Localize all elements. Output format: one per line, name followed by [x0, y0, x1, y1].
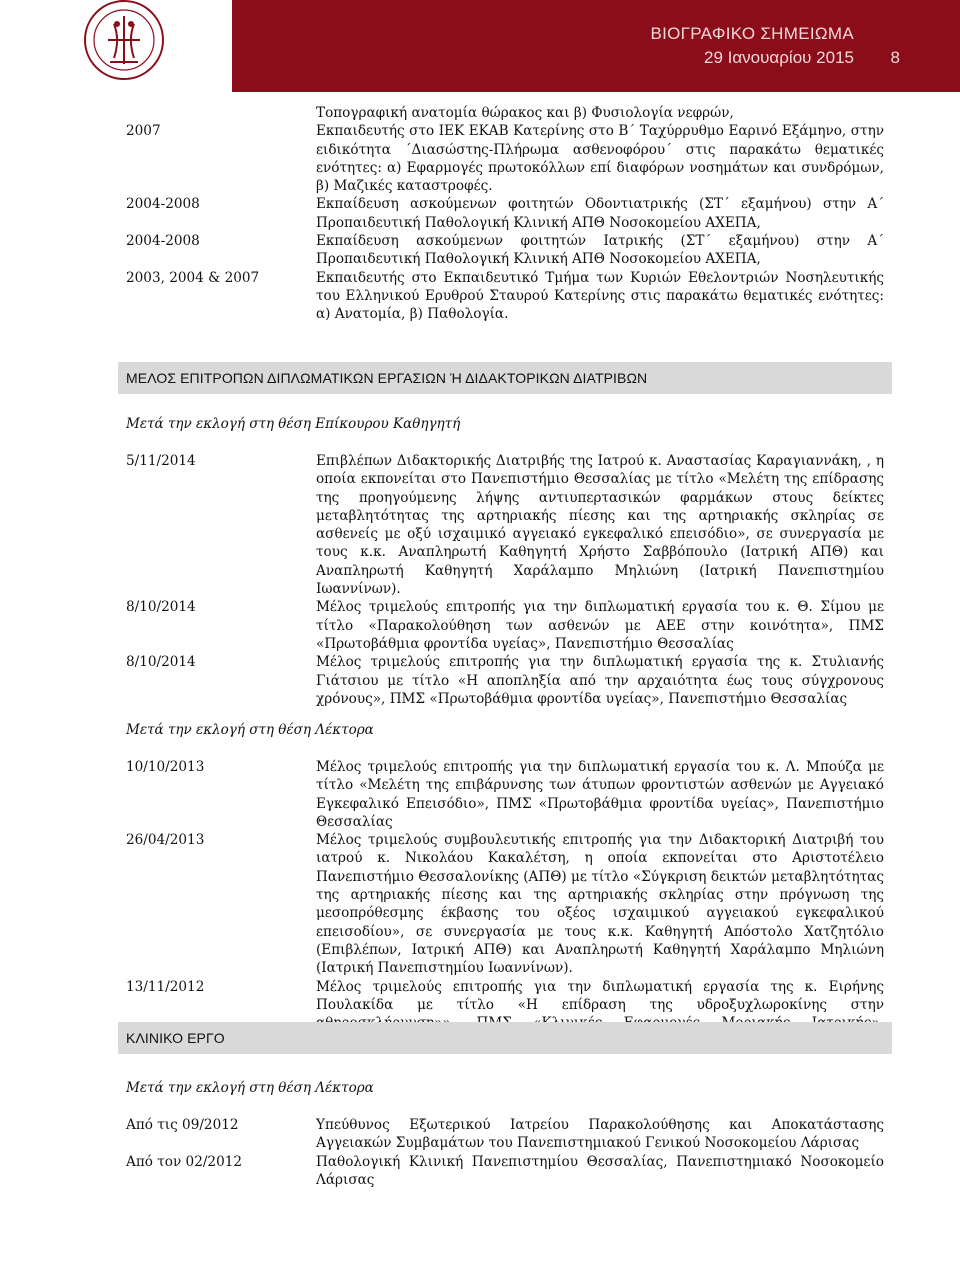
item-date: 2004-2008	[126, 196, 200, 213]
list-item	[126, 232, 884, 269]
item-text: Μέλος τριμελούς επιτροπής για την διπλωματική εργασία της κ. Ειρήνης Πουλακίδα με τίτλο «Η επίδραση της υδροξυχλωροκίνης στην	[316, 978, 884, 1013]
list-item	[126, 831, 884, 977]
list-item	[126, 195, 884, 232]
list-item	[126, 598, 884, 653]
subheading-lecturer: Μετά την εκλογή στη θέση Λέκτορα	[126, 722, 374, 738]
university-seal-icon	[84, 0, 164, 80]
clinical-list	[126, 1116, 884, 1189]
item-date: 8/10/2014	[126, 654, 196, 671]
section-title: ΚΛΙΝΙΚΟ ΕΡΓΟ	[126, 1030, 225, 1046]
subheading-clinical-lecturer: Μετά την εκλογή στη θέση Λέκτορα	[126, 1080, 374, 1096]
item-text: Επιβλέπων Διδακτορικής Διατριβής της Ιατρού κ. Αναστασίας Καραγιαννάκη, , η οποία εκπονείται στο Πανεπιστήμιο Θεσσαλίας με τίτλο «Μελέτη της επίδρασης της προηγούμενης λήψης αντιυπερτασικών φαρμάκων στους δείκτες μεταβλητότητας της αρτηριακής πίεσης και της αρτηριακής σκληρίας σε ασθενείς με οξύ ισχαιμικό αγγειακό εγκεφαλικό επεισόδιο», σε συνεργασία με τους κ.κ. Αναπληρωτή Καθηγητή Χρήστο Σαββόπουλο (Ιατρική ΑΠΘ) και Αναπληρωτή Καθηγητή Χαράλαμπο Μηλιώνη (Ιατρική Πανεπιστημίου Ιωαννίνων).	[316, 453, 884, 598]
item-date: 2007	[126, 123, 161, 140]
section-header-clinical	[118, 1022, 892, 1054]
list-item	[126, 269, 884, 324]
item-text: Μέλος τριμελούς επιτροπής για την διπλωματική εργασία του κ. Θ. Σίμου με τίτλο «Παρακολούθηση των ασθενών με ΑΕΕ στην κοινότητα», ΠΜΣ «Πρωτοβάθμια φροντίδα υγείας», Πανεπιστήμιο Θεσσαλίας	[316, 599, 884, 652]
item-text: Εκπαίδευση ασκούμενων φοιτητών Οδοντιατρικής (ΣΤ΄ εξαμήνου) στην Α΄ Προπαιδευτική Παθολογική Κλινική ΑΠΘ Νοσοκομείου ΑΧΕΠΑ,	[316, 196, 884, 231]
item-date: 8/10/2014	[126, 599, 196, 616]
item-date: 13/11/2012	[126, 978, 205, 995]
item-text: Μέλος τριμελούς επιτροπής για την διπλωματική εργασία της κ. Στυλιανής Γιάτσιου με τίτλο «Η αποπληξία από την αρχαιότητα έως τους σύγχρονους χρόνους», ΠΜΣ «Πρωτοβάθμια φροντίδα υγείας», Πανεπιστήμιο Θεσσαλίας	[316, 654, 884, 707]
document-title: ΒΙΟΓΡΑΦΙΚΟ ΣΗΜΕΙΩΜΑ	[650, 24, 854, 43]
header-stripe	[232, 0, 960, 92]
list-item	[126, 1153, 884, 1190]
subheading-assistant-professor: Μετά την εκλογή στη θέση Επίκουρου Καθηγητή	[126, 416, 461, 432]
item-text: Εκπαίδευση ασκούμενων φοιτητών Ιατρικής (ΣΤ΄ εξαμήνου) στην Α΄ Προπαιδευτική Παθολογική Κλινική ΑΠΘ Νοσοκομείου ΑΧΕΠΑ,	[316, 233, 884, 268]
page-header	[0, 0, 960, 92]
item-text: Μέλος τριμελούς επιτροπής για την διπλωματική εργασία του κ. Λ. Μπούζα με τίτλο «Μελέτη της επιβάρυνσης των άτυπων φροντιστών ασθενών με Αγγειακό Εγκεφαλικό Επεισόδιο», ΠΜΣ «Πρωτοβάθμια φροντίδα υγείας», Πανεπιστήμιο Θεσσαλίας	[316, 759, 884, 830]
item-date: 2003, 2004 & 2007	[126, 269, 260, 286]
committee-list-1	[126, 452, 884, 708]
item-date: 2004-2008	[126, 233, 200, 250]
item-text: Εκπαιδευτής στο ΙΕΚ ΕΚΑΒ Κατερίνης στο Β΄ Ταχύρρυθμο Εαρινό Εξάμηνο, στην ειδικότητα ΄Διασώστης-Πλήρωμα ασθενοφόρου΄ στις παρακάτω θεματικές ενότητες: α) Εφαρμογές πρωτοκόλλων επί διαφόρων νοσημάτων και συνδρόμων, β) Μαζικές καταστροφές.	[316, 123, 884, 195]
teaching-list	[126, 104, 884, 324]
list-item	[126, 452, 884, 598]
section-header-committees	[118, 362, 892, 394]
page-number: 8	[890, 48, 900, 67]
item-date: Από τις 09/2012	[126, 1117, 239, 1133]
section-title: ΜΕΛΟΣ ΕΠΙΤΡΟΠΩΝ ΔΙΠΛΩΜΑΤΙΚΩΝ ΕΡΓΑΣΙΩΝ Ή ΔΙΔΑΚΤΟΡΙΚΩΝ ΔΙΑΤΡΙΒΩΝ	[126, 370, 648, 386]
teaching-continuation: Τοπογραφική ανατομία θώρακος και β) Φυσιολογία νεφρών,	[316, 105, 734, 121]
list-item	[126, 1116, 884, 1153]
item-date: 26/04/2013	[126, 832, 205, 849]
committee-list-2	[126, 758, 884, 1051]
item-text: Εκπαιδευτής στο Εκπαιδευτικό Τμήμα των Κυριών Εθελοντριών Νοσηλευτικής του Ελληνικού Ερυθρού Σταυρού Κατερίνης στις παρακάτω θεματικές ενότητες: α) Ανατομία, β) Παθολογία.	[316, 269, 884, 323]
item-date: 10/10/2013	[126, 759, 205, 775]
list-item	[126, 122, 884, 195]
item-text: Υπεύθυνος Εξωτερικού Ιατρείου Παρακολούθησης και Αποκατάστασης Αγγειακών Συμβαμάτων του Πανεπιστημιακού Γενικού Νοσοκομείου Λάρισας	[316, 1117, 884, 1152]
document-date: 29 Ιανουαρίου 2015	[703, 48, 854, 67]
list-item	[126, 758, 884, 831]
item-text: Παθολογική Κλινική Πανεπιστημίου Θεσσαλίας, Πανεπιστημιακό Νοσοκομείο Λάρισας	[316, 1153, 884, 1188]
list-item	[126, 653, 884, 708]
item-date: Από τον 02/2012	[126, 1153, 243, 1170]
item-date: 5/11/2014	[126, 453, 196, 469]
item-text: Μέλος τριμελούς συμβουλευτικής επιτροπής για την Διδακτορική Διατριβή του ιατρού κ. Νικολάου Κακαλέτση, η οποία εκπονείται στο Αριστοτέλειο Πανεπιστήμιο Θεσσαλονίκης (ΑΠΘ) με τίτλο «Σύγκριση δεικτών μεταβλητότητας της αρτηριακής πίεσης και της αρτηριακής σκληρίας στην πρόγνωση της μεσοπρόθεσμης έκβασης του οξέος ισχαιμικού αγγειακού εγκεφαλικού επεισοδίου», σε συνεργασία με τους κ.κ. Καθηγητή Απόστολο Χατζητόλιο (Επιβλέπων, Ιατρική ΑΠΘ) και Αναπληρωτή Καθηγητή Χαράλαμπο Μηλιώνη (Ιατρική Πανεπιστημίου Ιωαννίνων).	[316, 832, 884, 977]
